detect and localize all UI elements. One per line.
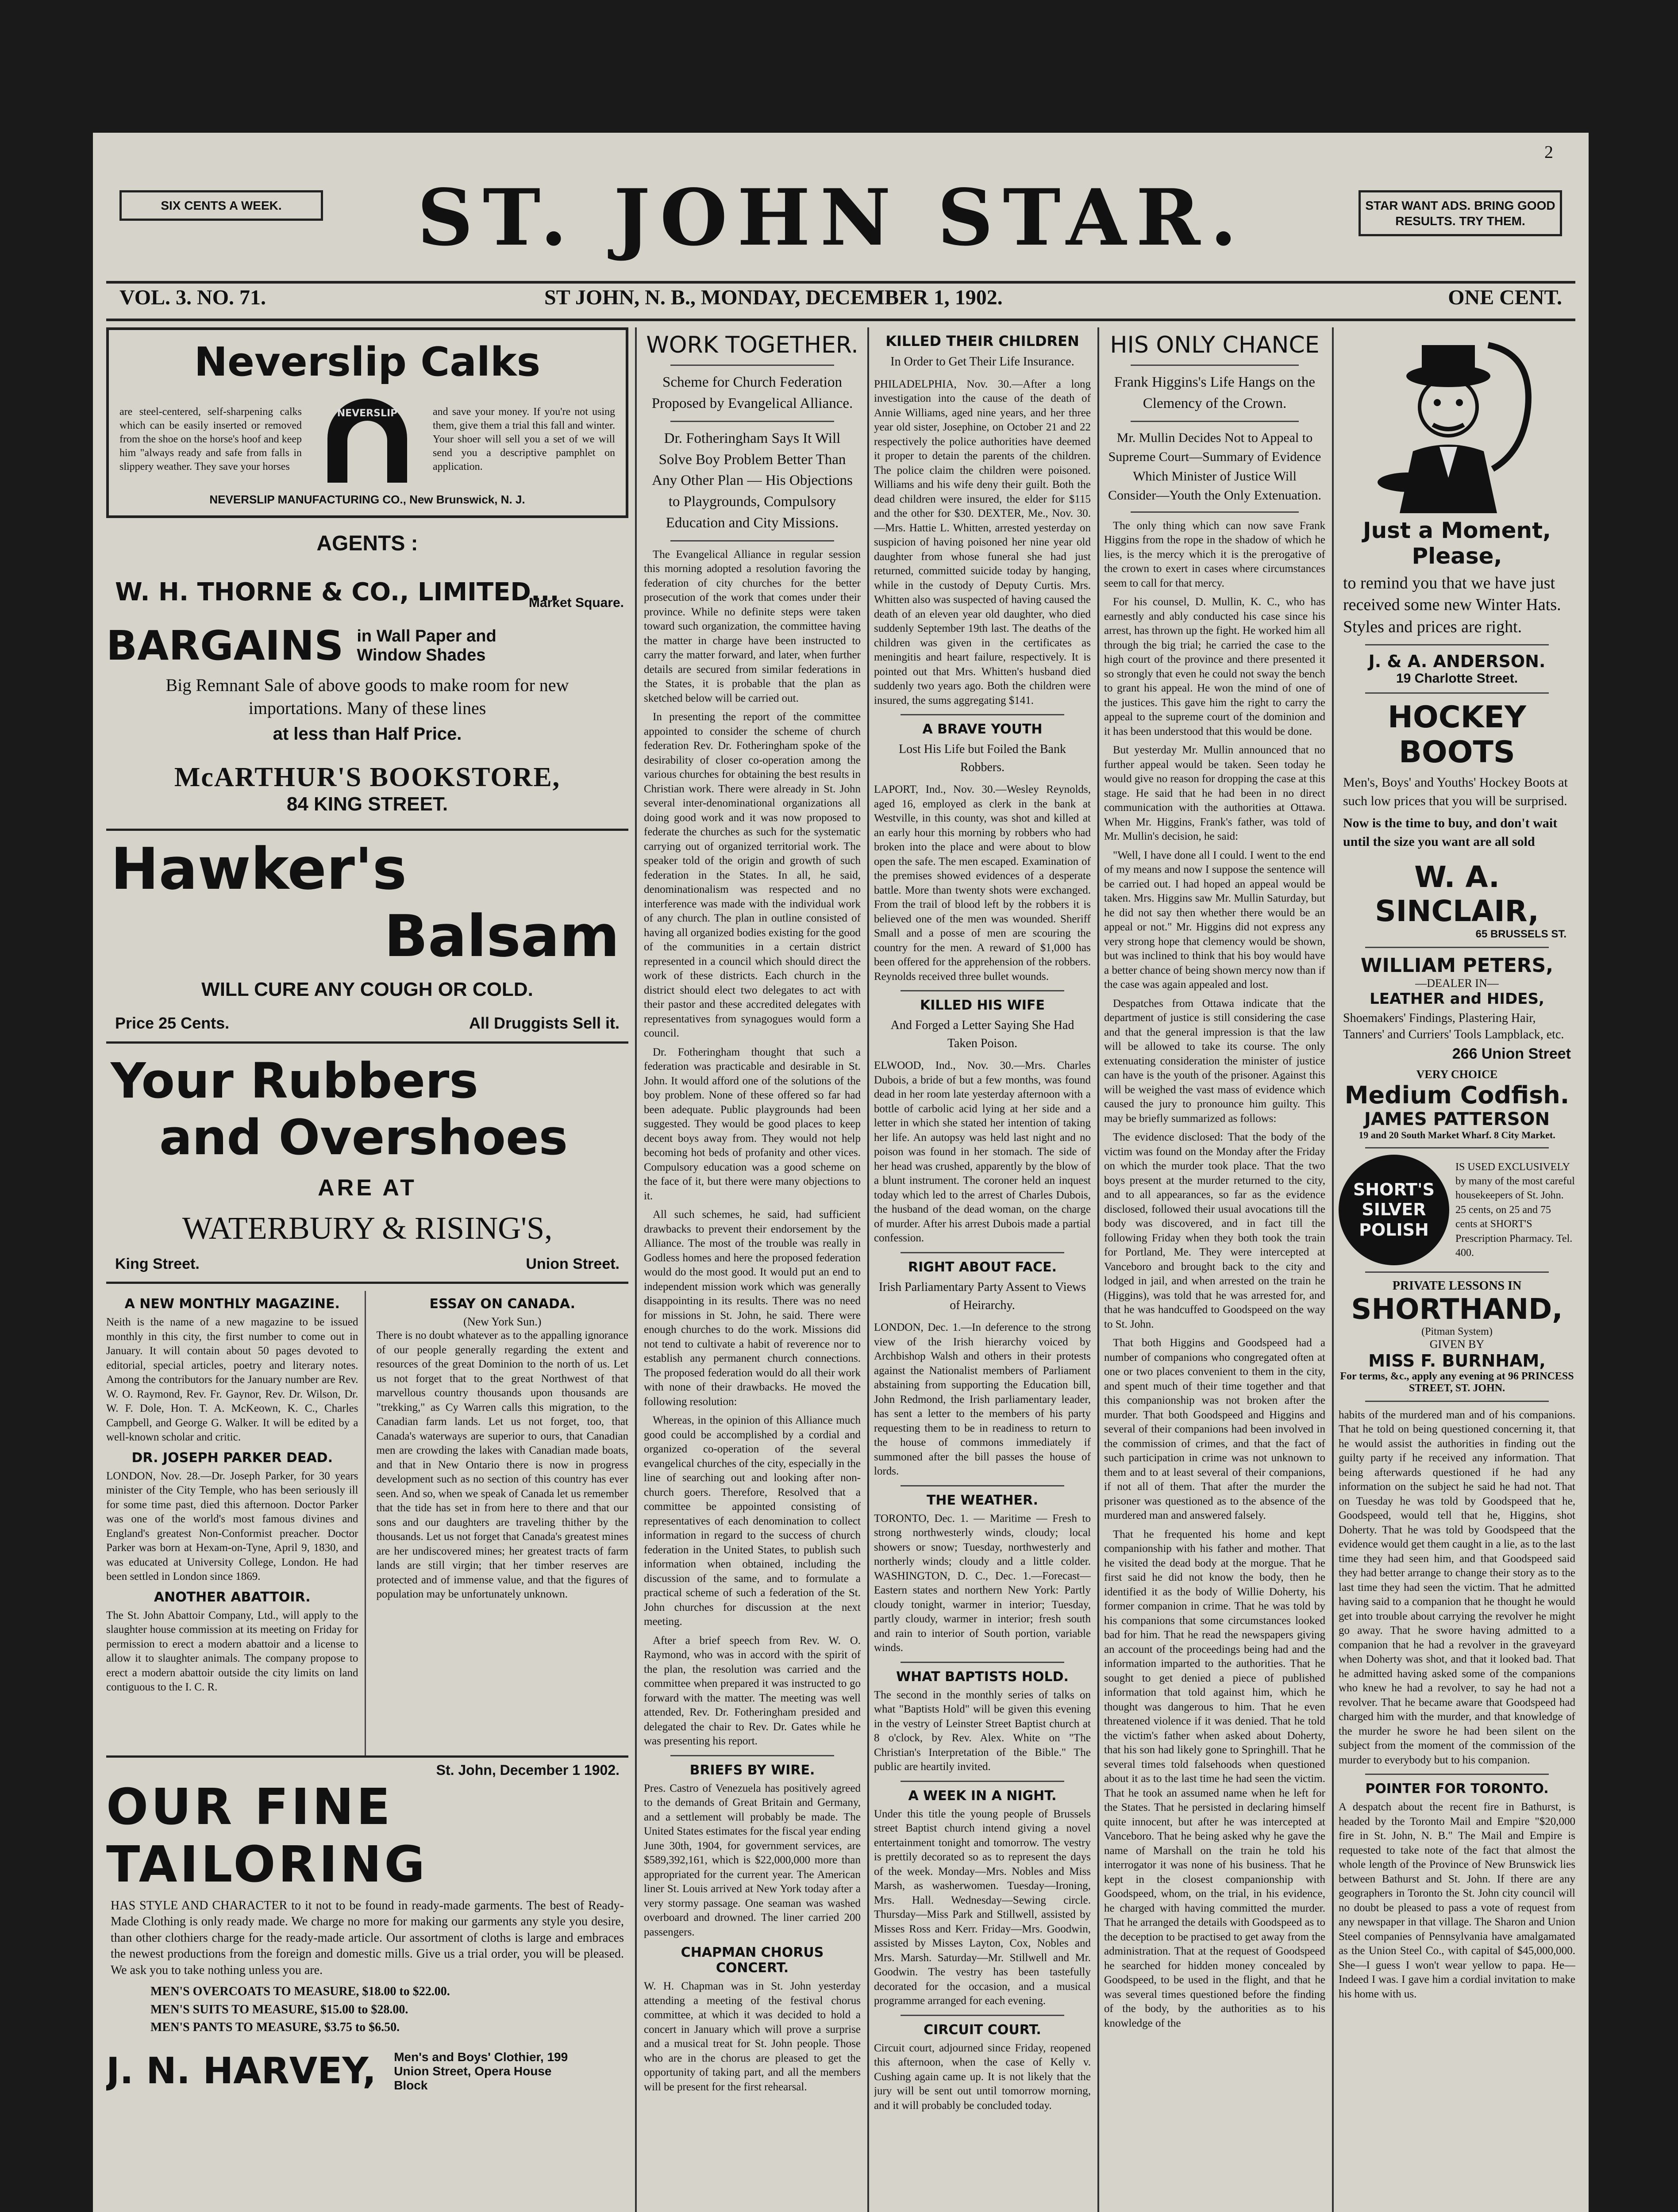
tailor-price-1: MEN'S OVERCOATS TO MEASURE, $18.00 to $22.00.: [150, 1984, 450, 1998]
anderson-name: J. & A. ANDERSON.: [1368, 652, 1546, 672]
rubbers-title-4: WATERBURY & RISING'S,: [182, 1210, 553, 1246]
rubbers-street-2: Union Street.: [526, 1256, 620, 1272]
thorne-place: Market Square.: [528, 595, 624, 610]
hockey-title: HOCKEY BOOTS: [1387, 700, 1526, 770]
price: ONE CENT.: [1448, 286, 1562, 309]
masthead-rule-top: [106, 281, 1575, 284]
killed-text: PHILADELPHIA, Nov. 30.—After a long investigation into the cause of the death of Annie Williams, aged nine years, and her three year old sister, Josephine, on October 21 and 22 respectively the police authorities have deemed it proper to detain the parents of the children. The police claim the children were poisoned. Williams and his wife deny their guilt. Both the dead children were insured, the elder for $115 and the other for $30. DEXTER, Me., Nov. 30.—Mrs. Hattie L. Whitten, arrested yesterday on suspicion of having poisoned her nine year old daughter from whose funeral she had just returned, committed suicide today by hanging, while in the custody of Deputy Curtis. Mrs. Whitten also was suspected of having caused the death of an eleven year old daughter, who died suddenly September 19th last. The deaths of the children was given in the certificates as meningitis and heart failure, respectively. It is pointed out that Mrs. Whitten's husband died suddenly two years ago. Both the children were insured, the sums aggregating $141.: [874, 378, 1091, 707]
parker-text: LONDON, Nov. 28.—Dr. Joseph Parker, for 30 years minister of the City Temple, who has been seriously ill for some time past, died this afternoon. Doctor Parker was one of the world's most famous divines and England's greatest Non-Conformist preacher. Doctor Parker was born at Hexam-on-Tyne, April 9, 1830, and was educated at University College, London. He had been settled in London since 1869.: [106, 1470, 358, 1582]
hawker-sold: All Druggists Sell it.: [469, 1014, 620, 1032]
tailoring-ad: [106, 1755, 628, 2093]
polish-line-3: POLISH: [1359, 1220, 1429, 1240]
pointer-heading: POINTER FOR TORONTO.: [1365, 1781, 1549, 1797]
anderson-addr: 19 Charlotte Street.: [1396, 671, 1518, 686]
chance-sub-1: Frank Higgins's Life Hangs on the Clemency of the Crown.: [1114, 374, 1316, 411]
work-together-p3: Dr. Fotheringham thought that such a federation was practicable and desirable in St. John. It would afford one of the solutions of the boy problem. None of these offered so far had been adequate. Public playgrounds had been suggested. They would be good places to keep decent boys away from. They would not help becoming hot beds of profanity and other vices. Compulsory education was a good scheme on the face of it, but there were many objections to it.: [644, 1046, 861, 1202]
harvey-name: J. N. HARVEY,: [106, 2050, 377, 2093]
canada-text: There is no doubt whatever as to the appalling ignorance of our people generally regarding the extent and resources of the great Dominion to the north of us. Let us not forget that to the great Northwest of that marvellous country thousands upon thousands are "trekking," as Cy Warren calls this migration, to the Canadian farm lands. Let us not forget, too, that Canada's waterways are superior to ours, that Canadian men are crowding the lakes with Canadian made boats, and that in New Ontario there is now in progress development such as no section of this country has ever seen. And so, when we speak of Canada let us remember that the tide has set in from here to there and that our sons and our daughters are traveling thither by the thousands. Let us not forget that Canada's greatest mines are her undiscovered mines; her greatest tracts of farm lands are still virgin; that her timber reserves are protected and of immense value, and that the figures of population may be unfortunately unknown.: [376, 1329, 628, 1600]
wife-sub: And Forged a Letter Saying She Had Taken Poison.: [890, 1018, 1074, 1050]
mcarthur-addr: 84 KING STREET.: [286, 793, 448, 815]
column-divider: [635, 327, 637, 2212]
left-ear: SIX CENTS A WEEK.: [119, 190, 323, 221]
chorus-text: W. H. Chapman was in St. John yesterday attending a meeting of the festival chorus committee, at which it was decided to hold a concert in January which will prove a surprise and a musical treat for St. John people. Those who are in the chorus are pleased to get the opportunity of taking part, and all the members will be present for the first rehearsal.: [644, 1980, 861, 2093]
volume: VOL. 3. NO. 71.: [119, 286, 266, 309]
chance-p1: The only thing which can now save Frank Higgins from the rope in the shadow of which he lies, is the mercy which it is the prerogative of the crown to exert in cases where circumstances seem to call for that mercy.: [1104, 519, 1325, 589]
peters-addr: 266 Union Street: [1452, 1045, 1571, 1062]
hawker-title-1: Hawker's: [111, 835, 407, 902]
work-together-sub-2: Dr. Fotheringham Says It Will Solve Boy Problem Better Than Any Other Plan — His Objections to Playgrounds, Compulsory Education and City Missions.: [652, 430, 853, 531]
tailor-price-2: MEN'S SUITS TO MEASURE, $15.00 to $28.00.: [150, 2002, 408, 2016]
chance-p8: That he frequented his home and kept companionship with his father and mother. That he visited the dead body at the morgue. That he first said he did not know the body, then he identified it as the body of Willie Doherty, his former companion in crime. That he was told by his companions that some circumstances looked bad for him. That he read the newspapers giving an account of the proceedings being had and the information imparted to the authorities. That he sought to get denied a piece of published information that told against him, which he thought was dangerous to him. That he even threatened violence if it was denied. That he told the victim's father when asked about Doherty, that his son had likely gone to Springhill. That he several times told falsehoods when questioned about it as to the last time he had seen the victim. That he took an assumed name when he left for the States. That he persisted in declaring himself quite innocent, but after he was intercepted at Vanceboro. That he being asked why he gave the name of Marshall on the train he told his interrogator it was none of his business. That he kept in the closest companionship with Goodspeed, whom, on the trial, in his evidence, he charged with having committed the murder. That he arranged the details with Goodspeed as to the deception to be practised to get away from the administration. That at the request of Goodspeed he searched for hidden money concealed by Goodspeed, to be used in the flight, and that he was several times questioned before the finding of the body, by the authorities as to his knowledge of the: [1104, 1528, 1325, 2029]
sinclair-addr: 65 BRUSSELS ST.: [1475, 928, 1566, 941]
rubbers-street-1: King Street.: [115, 1256, 200, 1272]
bargains-sub: in Wall Paper and Window Shades: [357, 626, 496, 664]
week-heading: A WEEK IN A NIGHT.: [908, 1788, 1057, 1804]
weather-heading: THE WEATHER.: [926, 1492, 1039, 1508]
silver-polish-badge-icon: [1339, 1155, 1449, 1265]
shorthand-name: MISS F. BURNHAM,: [1368, 1351, 1546, 1371]
hawker-price: Price 25 Cents.: [115, 1014, 230, 1032]
hockey-text: Men's, Boys' and Youths' Hockey Boots at such low prices that you will be surprised.: [1343, 775, 1568, 809]
abattoir-heading: ANOTHER ABATTOIR.: [154, 1589, 311, 1605]
dateline-bar: [93, 285, 1589, 316]
chance-heading: HIS ONLY CHANCE: [1110, 332, 1320, 358]
chance-continued-text: habits of the murdered man and of his companions. That he told on being questioned concerning it, that he would assist the authorities in finding out the guilty party if he received any information. That being afterwards questioned if he had any information on the subject he said he had not. That on Tuesday he was told by Goodspeed that he, Goodspeed, would tell that he, Higgins, shot Doherty. That he was told by Goodspeed that the evidence would get them caught in a lie, as to the last time they had seen him, and that Goodspeed said they had better arrange to change their story as to the last time they had seen the victim. That he admitted having said to a companion that he thought he would get into trouble about carrying the revolver he might go away. That he swore having admitted to a companion that he had a revolver in the graveyard when Doherty was shot, and that it looked bad. That he admitted having asked some of the companions who knew he had a revolver, to say he had not a revolver. That he became aware that Goodspeed had charged him with the murder, and that knowledge of the murder he swore he had been silent on the subject from the moment of the commission of the murder to everybody but to his companion.: [1339, 1409, 1575, 1766]
codfish-pre: VERY CHOICE: [1416, 1068, 1498, 1081]
hockey-text-2: Now is the time to buy, and don't wait until the size you want are all sold: [1343, 816, 1558, 849]
wife-heading: KILLED HIS WIFE: [920, 998, 1045, 1014]
work-together-p1: The Evangelical Alliance in regular session this morning adopted a resolution favoring the federation of city churches for the better prosecution of the work that comes under their province. While no definite steps were taken toward such organization, the committee having the matter in charge have been instructed to carry the matter forward, and later, when further details are secured from similar federations in the States, it is probable that the plan as sketched below will be carried out.: [644, 548, 861, 704]
patterson-addr: 19 and 20 South Market Wharf. 8 City Market.: [1359, 1129, 1555, 1141]
codfish-title: Medium Codfish.: [1344, 1081, 1570, 1109]
moment-title: Just a Moment, Please,: [1362, 518, 1551, 569]
face-text: LONDON, Dec. 1.—In deference to the strong view of the Irish hierarchy voiced by Archbishop Walsh and others in their protests against the Nationalist members of Parliament abstaining from supporting the Education bill, John Redmond, the Irish parliamentary leader, has sent a letter to the members of his party requesting them to be in readiness to return to the house of commons immediately if summoned after the bill passes the house of lords.: [874, 1321, 1091, 1478]
canada-heading: ESSAY ON CANADA.: [429, 1296, 576, 1312]
work-together-heading: WORK TOGETHER.: [646, 332, 858, 358]
newspaper-title: ST. JOHN STAR.: [417, 173, 1247, 263]
newspaper-page: [93, 133, 1589, 2212]
chance-sub-2: Mr. Mullin Decides Not to Appeal to Supreme Court—Summary of Evidence Which Minister of Justice Will Consider—Youth the Only Extenuation.: [1108, 430, 1321, 503]
bargains-price: at less than Half Price.: [273, 724, 462, 744]
work-together-sub-1: Scheme for Church Federation Proposed by Evangelical Alliance.: [651, 374, 853, 411]
harvey-desc: Men's and Boys' Clothier, 199 Union Street, Opera House Block: [394, 2050, 568, 2092]
shorthand-text: For terms, &c., apply any evening at 96 PRINCESS STREET, ST. JOHN.: [1340, 1370, 1574, 1394]
polish-line-2: SILVER: [1362, 1200, 1426, 1220]
polish-ad: [1339, 1155, 1575, 1265]
rubbers-title-2: and Overshoes: [159, 1109, 568, 1166]
thorne-name: W. H. THORNE & CO., LIMITED...: [115, 578, 559, 607]
agents-label: AGENTS :: [316, 532, 418, 555]
thorne-ad: [106, 578, 628, 613]
face-sub: Irish Parliamentary Party Assent to Views of Heirarchy.: [878, 1280, 1086, 1312]
rubbers-title-1: Your Rubbers: [111, 1052, 478, 1109]
bargains-ad: [106, 622, 628, 669]
work-together-column: [644, 327, 861, 2212]
two-column-articles: [106, 1291, 628, 1755]
circuit-heading: CIRCUIT COURT.: [924, 2022, 1041, 2038]
shorthand-by: GIVEN BY: [1429, 1337, 1485, 1351]
chance-p4: "Well, I have done all I could. I went to the end of my means and now I suppose the sentence will be carried out. I had hoped an appeal would be taken. Mrs. Higgins saw Mr. Mullin Saturday, but he did not say then whether there would be an appeal or not." Mr. Higgins did not express any very strong hope that clemency would be shown, but was inclined to think that his boy would have a better chance of being shown mercy now than if the case was again appealed and lost.: [1104, 849, 1325, 991]
magazine-heading: A NEW MONTHLY MAGAZINE.: [124, 1296, 340, 1312]
hawker-tag: WILL CURE ANY COUGH OR COLD.: [201, 979, 533, 1000]
neverslip-maker: NEVERSLIP MANUFACTURING CO., New Brunswick, N. J.: [209, 493, 525, 506]
tailor-text: HAS STYLE AND CHARACTER to it not to be found in ready-made garments. The best of Ready-Made Clothing is only ready made. We charge no more for making our garments any style you desire, than other clothiers charge for the ready-made article. Our assortment of cloths is large and embraces the newest productions from the foreign and domestic mills. Give us a trial order, you will be pleased. We ask you to take nothing unless you are.: [111, 1899, 624, 1977]
masthead: [93, 133, 1589, 305]
work-together-p2: In presenting the report of the committee appointed to consider the scheme of church federation Rev. Dr. Fotheringham spoke of the desirability of closer co-operation among the various churches for obtaining the best results in Christian work. There were already in St. John several inter-denominational organizations all doing good work and it was now proposed to federate the churches as such for the systematic carrying out of organized territorial work. The speaker told of the origin and growth of such federation in the States. In all, he said, denominationalism was respected and no interference was made with the individual work of any church. The plan in outline consisted of having all organized bodies existing for the good of the communities in a certain district represented in a council which should direct the work of these districts. Each church in the district should elect two delegates to act with their pastor and these accredited delegates with representatives from synagogues would form a council.: [644, 711, 861, 1040]
chance-p5: Despatches from Ottawa indicate that the department of justice is still considering the case and that the general impression is that the law will be allowed to take its course. The only extenuating consideration the minister of justice can have is the youth of the prisoner. Against this will be weighed the vast mass of evidence which caused the jury to pronounce him guilty. This may be briefly summarized as follows:: [1104, 997, 1325, 1125]
hat-man-illustration-icon: [1373, 336, 1541, 513]
column-divider: [1097, 327, 1099, 2212]
dateline: ST JOHN, N. B., MONDAY, DECEMBER 1, 1902.: [544, 286, 1003, 309]
peters-text: Shoemakers' Findings, Plastering Hair, Tanners' and Curriers' Tools Lampblack, etc.: [1343, 1011, 1564, 1041]
moment-text: to remind you that we have just received some new Winter Hats. Styles and prices are right.: [1343, 574, 1561, 636]
news-column-3: [874, 327, 1091, 2212]
baptists-heading: WHAT BAPTISTS HOLD.: [896, 1669, 1069, 1685]
briefs-heading: BRIEFS BY WIRE.: [689, 1762, 815, 1778]
parker-heading: DR. JOSEPH PARKER DEAD.: [131, 1450, 333, 1466]
neverslip-ad: [106, 327, 628, 518]
neverslip-text-right: and save your money. If you're not using them, give them a trial this fall and winter. Your shoer will sell you a set of we will send you a descriptive pamphlet on application.: [433, 406, 615, 473]
youth-text: LAPORT, Ind., Nov. 30.—Wesley Reynolds, aged 16, employed as clerk in the bank at Westville, in this county, was shot and killed at an early hour this morning by robbers who had broken into the place and were about to blow open the safe. The men escaped. Examination of the premises showed evidences of a desperate battle. More than twenty shots were exchanged. From the trail of blood left by the robbers it is believed one of the men was wounded. Sheriff Small and a posse of men are scouring the country for the men. A reward of $1,000 has been offered for the apprehension of the robbers. Reynolds received three bullet wounds.: [874, 783, 1091, 983]
hawker-ad: [106, 829, 628, 1044]
chance-p3: But yesterday Mr. Mullin announced that no further appeal would be taken. Seen today he would give no reason for dropping the case at this stage. He said that he had been in no direct communication with the authorities at Ottawa. When Mr. Higgins, Frank's father, was told of Mr. Mullin's decision, he said:: [1104, 744, 1325, 843]
work-together-p4: All such schemes, he said, had sufficient drawbacks to prevent their endorsement by the Alliance. The most of the trouble was really in Godless homes and here the proposed federation would do the most good. It would put an end to independent mission work which was generally disappointing in its results. There was no need for missions in St. John, he said. There were enough churches to do the work. Missions did not tend to cultivate a habit of reverence nor to establish any permanent church connections. The proposed federation would do all their work with none of their drawbacks. He moved the following resolution:: [644, 1209, 861, 1408]
face-heading: RIGHT ABOUT FACE.: [908, 1259, 1057, 1275]
tailor-price-3: MEN'S PANTS TO MEASURE, $3.75 to $6.50.: [150, 2020, 400, 2035]
briefs-text: Pres. Castro of Venezuela has positively agreed to the demands of Great Britain and Germany, and a settlement will probably be made. The United States estimates for the fiscal year ending June 30th, 1904, for government services, are $589,392,161, which is $22,000,000 more than appropriated for the current year. The American liner St. Louis arrived at New York today after a very stormy passage. One seaman was washed overboard and drowned. The liner carried 200 passengers.: [644, 1782, 861, 1938]
peters-items: LEATHER and HIDES,: [1370, 990, 1544, 1008]
chance-p7: That both Higgins and Goodspeed had a number of companions who congregated often at one or two places convenient to them in the city, and spent much of their time together and that this companionship was not broken after the murder. That both Goodspeed and Higgins and several of their companions had been involved in the commission of crimes, and that the fact of such participation in crime was not unknown to them and to at least several of their companions, if not all of them. That after the murder the prisoner was questioned as to the absence of the murdered man and answered falsely.: [1104, 1337, 1325, 1522]
killed-heading: KILLED THEIR CHILDREN: [885, 333, 1079, 349]
baptists-text: The second in the monthly series of talks on what "Baptists Hold" will be given this evening in the vestry of Leinster Street Baptist church at 8 o'clock, by Rev. Alex. White on "The Christian's Interpretation of the Bible." The public are heartily invited.: [874, 1689, 1091, 1773]
page-number: 2: [1544, 142, 1553, 162]
polish-text: IS USED EXCLUSIVELY by many of the most careful housekeepers of St. John. 25 cents, on 25 and 75 cents at SHORT'S Prescription Pharmacy. Tel. 400.: [1455, 1161, 1575, 1259]
peters-deal: —DEALER IN—: [1415, 977, 1499, 990]
right-ear: STAR WANT ADS. BRING GOOD RESULTS. TRY THEM.: [1359, 190, 1562, 236]
shorthand-title: SHORTHAND,: [1351, 1293, 1563, 1326]
peters-name: WILLIAM PETERS,: [1360, 954, 1554, 977]
magazine-text: Neith is the name of a new magazine to be issued monthly in this city, the first number to come out in January. It will contain about 50 pages devoted to editorial, special articles, poetry and literary notes. Among the contributors for the January number are Rev. W. O. Raymond, Rev. Fr. Gaynor, Rev. Dr. Wilson, Dr. W. F. Dole, Hon. T. A. McKeown, K. C., Charles Campbell, and George G. Walker. It will be edited by a well-known scholar and critic.: [106, 1316, 358, 1443]
hawker-title-2: Balsam: [384, 902, 620, 970]
shorthand-pre: PRIVATE LESSONS IN: [1392, 1279, 1522, 1293]
youth-heading: A BRAVE YOUTH: [922, 722, 1043, 737]
polish-line-1: SHORT'S: [1353, 1179, 1435, 1199]
bargains-text: Big Remnant Sale of above goods to make room for new importations. Many of these lines: [165, 675, 569, 718]
wife-text: ELWOOD, Ind., Nov. 30.—Mrs. Charles Dubois, a bride of but a few months, was found dead in her room late yesterday afternoon with a bottle of carbolic acid lying at her side and a letter in which she stated her intention of taking her life. An autopsy was held last night and no poison was found in her stomach. The side of her head was crushed, apparently by the blow of a blunt instrument. The coroner held an inquest today which led to the arrest of Charles Dubois, the husband of the dead woman, on the charge of murder. After his arrest Dubois made a partial confession.: [874, 1060, 1091, 1244]
rubbers-ad: [106, 1044, 628, 1284]
abattoir-text: The St. John Abattoir Company, Ltd., will apply to the slaughter house commission at its meeting on Friday for permission to erect a modern abattoir and a license to allow it to slaughter animals. The company propose to erect a modern abattoir outside the city limits on land contiguous to the I. C. R.: [106, 1609, 358, 1693]
chance-p6: The evidence disclosed: That the body of the victim was found on the Monday after the Friday on which the murder took place. That the two boys present at the murder returned to the city, and to all appearances, so far as the evidence disclosed, followed their usual avocations till the body was discovered, and in fact till the following Friday when they both took the train for Portland, Me. They were intercepted at Vanceboro and brought back to the city and lodged in jail, and when arrested on the train he (Higgins), was told that he was arrested for, and that he was handcuffed to Goodspeed on the way to St. John.: [1104, 1131, 1325, 1330]
patterson-name: JAMES PATTERSON: [1364, 1109, 1550, 1129]
work-together-p5: Whereas, in the opinion of this Alliance much good could be accomplished by a cordial and organized co-operation of the several evangelical churches of the city, especially in the line of searching out and looking after non-church goers. Therefore, Resolved that a committee be appointed consisting of representatives of each denomination to collect information in regard to the success of church federation in the United States, to publish such information when obtained, including the discussion of the same, and to formulate a practical scheme of such a federation of the St. John churches for discussion at the next meeting.: [644, 1414, 861, 1628]
bargains-title: BARGAINS: [106, 622, 344, 669]
canada-source: (New York Sun.): [463, 1315, 542, 1328]
his-only-chance-column: [1104, 327, 1325, 2212]
neverslip-title: Neverslip Calks: [194, 339, 541, 385]
weather-text: TORONTO, Dec. 1. — Maritime — Fresh to strong northwesterly winds, cloudy; local showers or snow; Tuesday, northwesterly and northerly winds; cloudy and a little colder. WASHINGTON, D. C., Dec. 1.—Forecast—Eastern states and northern New York: Partly cloudy tonight, warmer in interior; Tuesday, partly cloudy, warmer in interior; fresh south and rain to interior of South portion, variable winds.: [874, 1512, 1091, 1654]
chorus-heading: CHAPMAN CHORUS CONCERT.: [681, 1945, 824, 1976]
left-advertisements-column: [106, 327, 628, 2212]
week-text: Under this title the young people of Brussels street Baptist church intend giving a novel entertainment tonight and tomorrow. The vestry is prettily decorated so as to represent the days of the week. Monday—Mrs. Nobles and Miss Marsh, as washerwomen. Tuesday—Ironing, Mrs. Hall. Wednesday—Sewing circle. Thursday—Miss Park and Stillwell, assisted by Misses Ross and Kerr. Friday—Mrs. Goodwin, assisted by Misses Layton, Cox, Nobles and Mrs. Marsh. Saturday—Mr. Stillwell and Mr. Goodwin. The vestry has been tastefully decorated for the occasion, and a musical programme arranged for each evening.: [874, 1808, 1091, 2007]
neverslip-text-left: are steel-centered, self-sharpening calks which can be easily inserted or removed from the shoe on the horse's hoof and keep him "always ready and safe from falls in slippery weather. They save your horses: [119, 406, 302, 473]
shorthand-sub: (Pitman System): [1421, 1325, 1493, 1337]
mcarthur-name: McARTHUR'S BOOKSTORE,: [174, 762, 561, 792]
killed-sub: In Order to Get Their Life Insurance.: [890, 355, 1074, 369]
masthead-rule-bottom: [106, 319, 1575, 321]
youth-sub: Lost His Life but Foiled the Bank Robbers.: [899, 742, 1066, 774]
work-together-p6: After a brief speech from Rev. W. O. Raymond, who was in accord with the spirit of the plan, the resolution was carried and the committee when prepared it was instructed to go forward with the matter. The meeting was well attended, Rev. Dr. Fotheringham presided and delegated the chair to Rev. Dr. Gates while he was presenting his report.: [644, 1634, 861, 1747]
circuit-text: Circuit court, adjourned since Friday, reopened this afternoon, when the case of Kelly v. Cushing again came up. It is not likely that the jury will be sent out until tomorrow morning, and it will probably be concluded today.: [874, 2042, 1091, 2112]
right-advertisements-column: [1339, 327, 1575, 2212]
pointer-text: A despatch about the recent fire in Bathurst, is headed by the Toronto Mail and Empire "$20,000 fire in St. John, N. B." The Mail and Empire is requested to take note of the fact that almost the whole length of the Province of New Brunswick lies between Bathurst and St. John. If there are any geographers in Toronto the St. John city council will no doubt be pleased to pass a vote of request from any newspaper in that village. The Sharon and Union Steel companies of Pennsylvania have amalgamated as the Union Steel Co., with capital of $45,000,000. She—I guess I won't wear yellow to papa. He—Indeed I was. I gave him a cordial invitation to make his home with us.: [1339, 1801, 1575, 2000]
horseshoe-icon: [310, 390, 425, 489]
tailor-date: St. John, December 1 1902.: [436, 1762, 620, 1778]
column-divider: [867, 327, 869, 2212]
tailor-title: OUR FINE TAILORING: [106, 1778, 428, 1893]
rubbers-title-3: ARE AT: [318, 1175, 417, 1201]
column-divider: [1332, 327, 1334, 2212]
neverslip-brand: NEVERSLIP: [337, 408, 398, 419]
sinclair-name: W. A. SINCLAIR,: [1375, 860, 1539, 929]
chance-p2: For his counsel, D. Mullin, K. C., who has earnestly and ably conducted his case since his arrest, has thrown up the fight. He worked him all through the big trial; he carried the case to the high court of the province and there presented it so strongly that even he could not sway the bench to grant his appeal. He won the mind of one of the justices. This gave him the right to carry the appeal to the supreme court of the dominion and it has been understood that this would be done.: [1104, 596, 1325, 737]
